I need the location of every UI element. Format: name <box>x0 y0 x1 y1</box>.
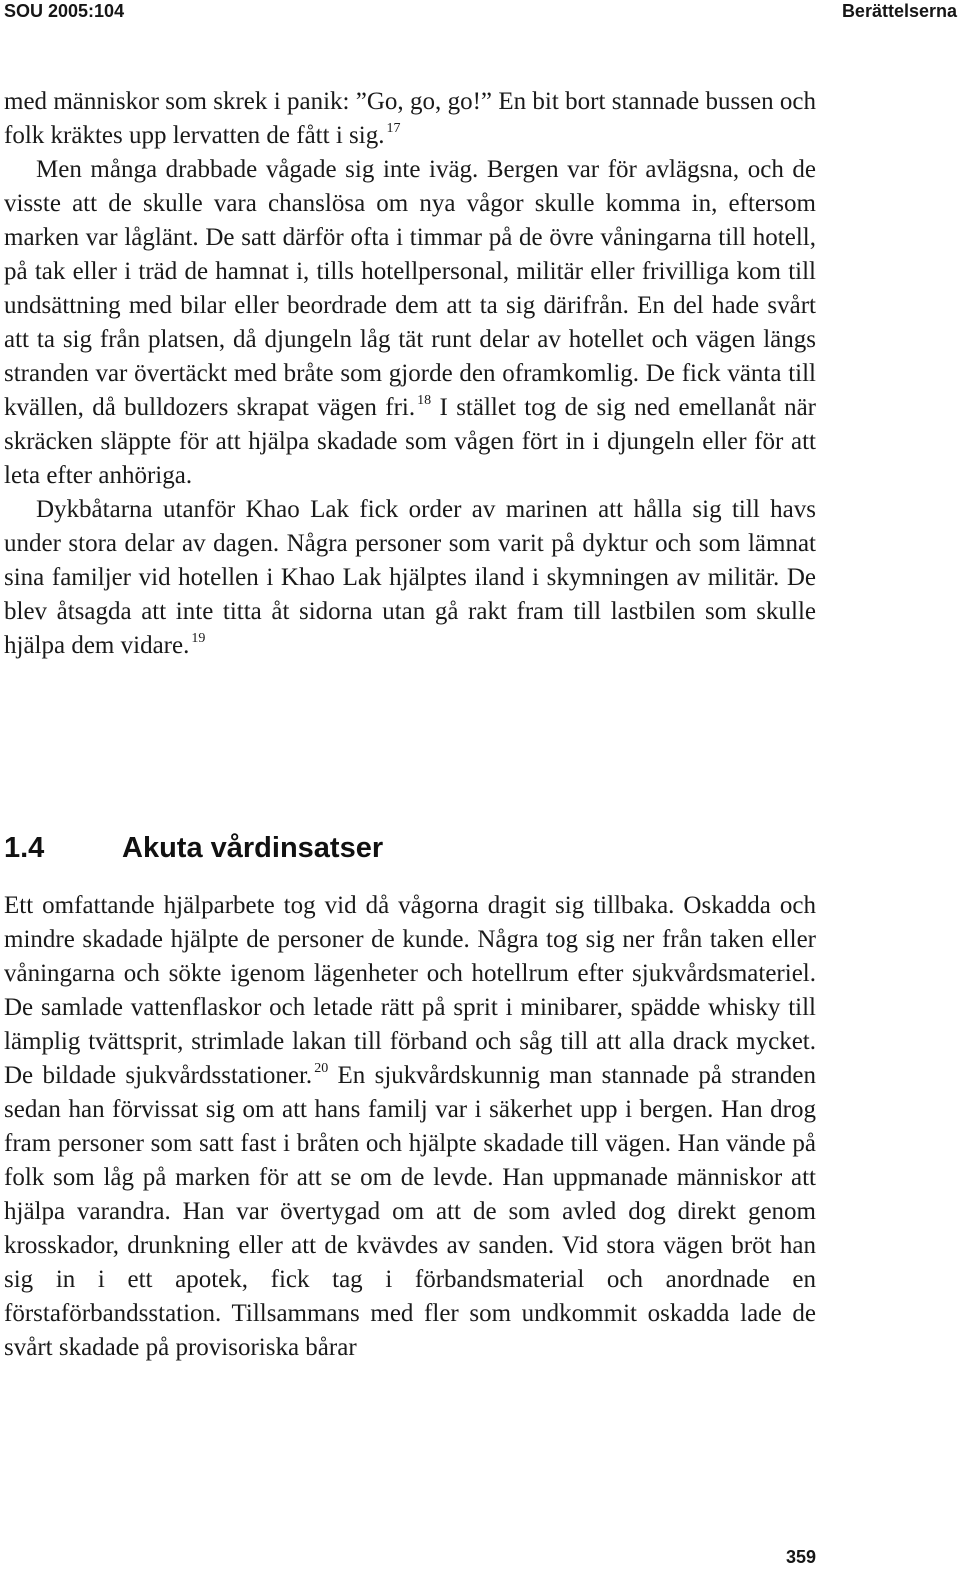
page-number: 359 <box>785 1547 816 1567</box>
report-id: SOU 2005:104 <box>4 1 125 21</box>
body-text-block-1 <box>4 85 816 663</box>
paragraph: Dykbåtarna utanför Khao Lak fick order av marinen att hålla sig till havs under stora delar av dagen. Några personer som varit på dyktur och som lämnat sina familjer vid hotellen i Khao Lak hjälptes iland i skymningen av militär. De blev åtsagda att inte titta åt sidorna utan gå rakt fram till lastbilen som skulle hjälpa dem vidare. $^{19}$ <box>4 496 816 659</box>
section-title: Akuta vårdinsatser <box>122 832 384 864</box>
paragraph: med människor som skrek i panik: ”Go, go, go!” En bit bort stannade bussen och folk kräktes upp lervatten de fått i sig. $^{17}$ <box>4 88 816 149</box>
section-heading <box>4 826 383 870</box>
footnote-ref-18[interactable]: 18 <box>417 393 432 408</box>
body-text-block-2 <box>4 889 816 1365</box>
paragraph: Men många drabbade vågade sig inte iväg. Bergen var för avlägsna, och de visste att de skulle vara chanslösa om nya vågor skulle komma in, eftersom marken var låglänt. De satt därför ofta i timmar på de övre våningarna till hotell, på tak eller i träd de hamnat i, tills hotellpersonal, militär eller frivilliga kom till undsättning med bilar eller beordrade dem att ta sig därifrån. En del hade svårt att ta sig från platsen, då djungeln låg tät runt delar av hotellet och vägen längs stranden var övertäckt med bråte som gjorde den oframkomlig. De fick vänta till kvällen, då bulldozers skrapat vägen fri. $^{18}$ I stället tog de sig ned emellanåt när skräcken släppte för att hjälpa skadade som vågen fört in i djungeln eller för att leta efter anhöriga. <box>4 156 816 489</box>
footnote-ref-19[interactable]: 19 <box>191 631 206 646</box>
footnote-ref-20[interactable]: 20 <box>314 1061 329 1076</box>
running-header <box>0 0 960 22</box>
section-number: 1.4 <box>4 832 45 864</box>
chapter-title: Berättelserna <box>841 1 957 21</box>
footnote-ref-17[interactable]: 17 <box>386 121 401 136</box>
paragraph: Ett omfattande hjälparbete tog vid då vågorna dragit sig tillbaka. Oskadda och mindre skadade hjälpte de personer de kunde. Några tog sig ner från taken eller våningarna och sökte igenom lägenheter och hotellrum efter sjukvårdsmateriel. De samlade vattenflaskor och letade rätt på sprit i minibarer, spädde whisky till lämplig tvättsprit, strimlade lakan till förband och såg till att alla drack mycket. De bildade sjukvårdsstationer. $^{20}$ En sjukvårdskunnig man stannade på stranden sedan han förvissat sig om att hans familj var i säkerhet upp i bergen. Han drog fram personer som satt fast i bråten och hjälpte skadade till vägen. Han vände på folk som låg på marken för att se om de levde. Han uppmanade människor att hjälpa varandra. Han var övertygad om att de som avled dog direkt genom krosskador, drunkning eller att de kvävdes av sanden. Vid stora vägen bröt han sig in i ett apotek, fick tag i förbandsmaterial och anordnade en förstaförbandsstation. Tillsammans med fler som undkommit oskadda lade de svårt skadade på provisoriska bårar <box>4 892 817 1361</box>
